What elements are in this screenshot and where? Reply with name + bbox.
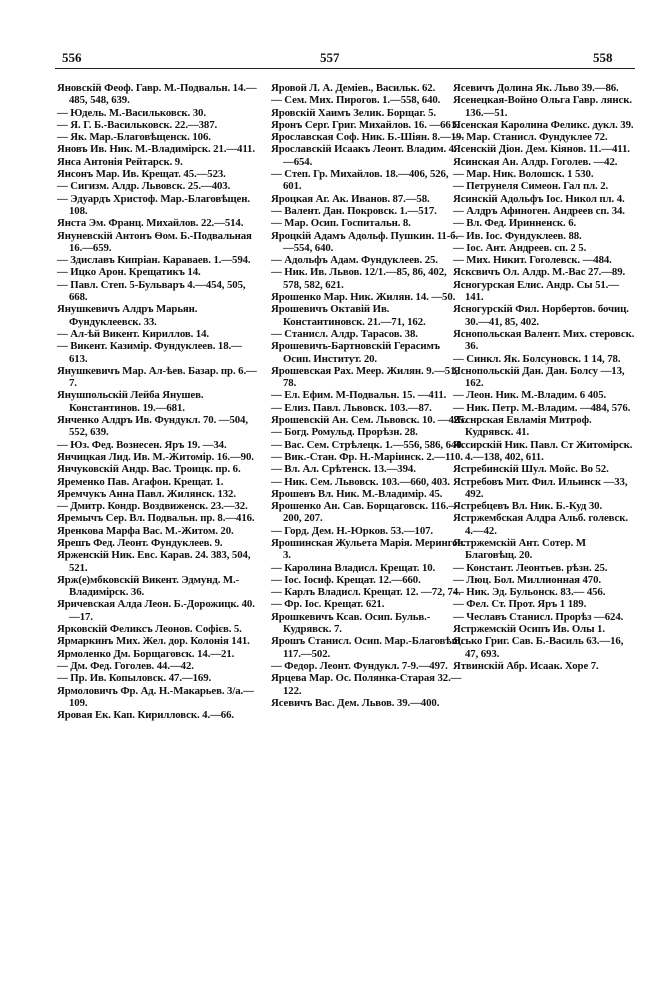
directory-entry: — Вл. Фед. Иринненск. 6. [453,217,577,230]
page-number-left: 556 [62,50,82,65]
directory-entry: Ярженскій Ник. Евс. Карав. 24. 383, 504, 521. [57,549,251,574]
directory-entry: — Іос. Ант. Андреев. сп. 2 5. [453,241,587,254]
directory-entry: — Я. Г. Б.-Васильковск. 22.—387. [57,118,218,131]
directory-entry: — Іос. Іосиф. Крещат. 12.—660. [271,573,421,586]
directory-entry: — Ицко Арон. Крещатикъ 14. [57,266,201,279]
directory-entry: Ястржемскій Осипъ Ив. Олы 1. [453,623,605,636]
directory-entry: — Ник. Ив. Львов. 12/1.—85, 86, 402, 578, 582, 621. [271,266,447,291]
directory-entry: — Валент. Дан. Покровск. 1.—517. [271,204,437,217]
directory-entry: Ярошъ Станисл. Осип. Мар.-Благовѣщ. 117.—502. [271,635,464,660]
directory-entry: Ярошевичъ Октавій Ив. Константиновск. 21.—71, 162. [271,303,426,328]
directory-entry: — Вас. Сем. Стрѣлецк. 1.—556, 586, 640. [271,438,465,451]
directory-entry: — Дм. Фед. Гоголев. 44.—42. [57,659,194,672]
directory-entry: Ярошевичъ-Бартновскій Герасимъ Осип. Институт. 20. [271,340,440,365]
directory-entry: Яроцкій Адамъ Адольф. Пушкин. 11-б.—554, 640. [271,229,459,254]
directory-entry: Ясенская Каролина Феликс. дукл. 39. [453,118,634,131]
directory-entry: Ясевичъ Вас. Дем. Львов. 39.—400. [271,696,440,709]
directory-entry: Ястребовъ Мит. Фил. Ильинск —33, 492. [453,475,628,500]
directory-entry: — Ник. Сем. Львовск. 103.—660, 403. [271,475,450,488]
directory-entry: Яронъ Серг. Григ. Михайлов. 16. —661. [271,118,459,131]
directory-entry: — Юдель. М.-Васильковск. 30. [57,106,206,119]
directory-entry: — Мар. Станисл. Фундуклее 72. [453,131,608,144]
directory-entry: Януневскій Антонъ Ѳом. Б.-Подвальная 16.—659. [57,229,252,254]
directory-entry: Ярошенко Ан. Сав. Борщаговск. 116.—200, 207. [271,500,460,525]
directory-entry: Ясногурская Елис. Андр. Сы 51.—141. [453,278,619,304]
directory-entry: Ярмаркинъ Мих. Жел. дор. Колонія 141. [57,635,250,648]
directory-entry: Яременко Пав. Агафон. Крещат. 1. [57,475,224,488]
directory-entry: — Констант. Леонтьев. рѣзн. 25. [453,561,608,574]
directory-entry: Янушкевичъ Алдръ Марьян. Фундуклеевск. 33. [57,303,198,328]
directory-entry: — Мих. Никит. Гоголевск. —484. [453,254,612,267]
directory-entry: — Горд. Дем. Н.-Юрков. 53.—107. [271,524,434,537]
directory-entry: Янушпольскій Лейба Янушев. Константинов. 19.—681. [57,389,204,414]
page-header [0,0,658,70]
directory-entry: Ясинская Ан. Алдр. Гоголев. —42. [453,155,618,168]
directory-entry: — Здиславъ Кипріан. Караваев. 1.—594. [57,254,251,267]
directory-entry: — Вик.-Стан. Фр. Н.-Маріинск. 2.—110. [271,450,463,463]
directory-entry: Ястржемскій Ант. Сотер. М Благовѣщ. 20. [453,536,586,562]
page-number-center: 557 [320,50,340,65]
directory-entry: — Як. Мар.-Благовѣщенск. 106. [57,131,211,144]
page-number-right: 558 [593,50,613,65]
directory-entry: Яроцкая Аг. Ак. Иванов. 87.—58. [271,192,430,205]
directory-entry: — Станисл. Алдр. Тарасов. 38. [271,327,418,340]
directory-entry: Яновскій Феоф. Гавр. М.-Подвальн. 14.—485, 548, 639. [57,82,257,107]
directory-entry: Янушкевичъ Мар. Ал-ѣев. Базар. пр. 6.—7. [57,364,257,390]
directory-entry: Ярославскій Исаакъ Леонт. Владим. 4.—654. [271,143,457,168]
directory-entry: Яснопольскій Дан. Дан. Болсу —13, 162. [453,364,625,390]
directory-entry: — Павл. Степ. 5-Бульваръ 4.—454, 505, 668. [57,278,246,304]
directory-entry: — Чеславъ Станисл. Прорѣз —624. [453,610,624,623]
column-left [57,82,257,997]
directory-entry: Яссирскій Ник. Павл. Ст Житомірск. 4.—138, 402, 611. [453,438,633,463]
directory-entry: — Адольфъ Адам. Фундуклеев. 25. [271,254,438,267]
directory-entry: — Ник. Петр. М.-Владим. —484, 576. [453,401,631,414]
directory-entry: Ярошенко Мар. Ник. Жилян. 14. —50. [271,291,456,304]
directory-entry: Ясько Григ. Сав. Б.-Василь 63.—16, 47, 693. [453,635,624,660]
directory-entry: — Эдуардъ Христоф. Мар.-Благовѣщен. 108. [57,192,250,217]
directory-entry: Янста Эм. Франц. Михайлов. 22.—514. [57,217,244,230]
directory-entry: — Люц. Бол. Миллионная 470. [453,573,601,586]
directory-entry: — Ел. Ефим. М-Подвальн. 15. —411. [271,389,447,402]
directory-entry: Ярошевъ Вл. Ник. М.-Владимір. 45. [271,487,443,500]
directory-entry: Ярошевскій Ан. Сем. Львовск. 10. —425. [271,414,467,427]
directory-entry: Яровой Л. А. Деміев., Васильк. 62. [271,82,436,94]
directory-entry: — Синкл. Як. Болсуновск. 1 14, 78. [453,352,621,365]
directory-entry: — Ив. Іос. Фундуклеев. 88. [453,229,582,242]
column-right [453,82,637,997]
header-rule [55,68,635,69]
directory-entry: — Богд. Ромульд. Прорѣзн. 28. [271,426,418,439]
directory-entry: Ясногурскій Фил. Норбертов. бочиц. 30.—41, 85, 402. [453,303,629,328]
directory-entry: Яровскій Хаимъ Зелик. Борщаг. 5. [271,106,437,119]
directory-columns [55,82,650,997]
directory-entry: — Юз. Фед. Вознесен. Яръ 19. —34. [57,438,227,451]
directory-entry: Ясксвичъ Ол. Алдр. М.-Вас 27.—89. [453,266,626,279]
directory-entry: Ярославская Соф. Ник. Б.-Шіян. 8.—19. [271,131,464,144]
directory-entry: Яснопольская Валент. Мих. стеровск. 36. [453,327,635,353]
directory-entry: Ярцева Мар. Ос. Полянка-Старая 32.—122. [271,672,462,697]
directory-entry: — Федор. Леонт. Фундукл. 7-9.—497. [271,659,448,672]
directory-entry: Янчуковскій Андр. Вас. Троицк. пр. 6. [57,463,241,476]
directory-entry: Ястребинскій Шул. Мойс. Во 52. [453,463,609,476]
directory-entry: — Степ. Гр. Михайлов. 18.—406, 526, 601. [271,168,449,193]
directory-entry: Ястржембская Алдра Альб. голевск. 4.—42. [453,512,628,537]
directory-entry: Ястребцевъ Вл. Ник. Б.-Куд 30. [453,500,603,513]
directory-entry: — Карлъ Владисл. Крещат. 12. —72, 74. [271,586,461,599]
directory-entry: — Ник. Эд. Бульонск. 83.— 456. [453,586,606,599]
directory-entry: Яричевская Алда Леон. Б.-Дорожицк. 40.—17. [57,598,255,623]
directory-entry: — Ал-ѣй Викент. Кириллов. 14. [57,327,209,340]
directory-entry: Ясснрская Евламія Митроф. Кудрявск. 41. [453,414,592,439]
directory-entry: Ярж(е)мбковскій Викент. Эдмунд. М.-Владимірск. 36. [57,573,240,599]
directory-entry: Ярешъ Фед. Леонт. Фундуклеев. 9. [57,536,223,549]
directory-entry: — Мар. Ник. Волошск. 1 530. [453,168,594,181]
directory-entry: — Петрунеля Симеон. Гал пл. 2. [453,180,609,193]
directory-entry: Яремчукъ Анна Павл. Жилянск. 132. [57,487,236,500]
directory-entry: — Фел. Ст. Прот. Яръ 1 189. [453,598,587,611]
directory-entry: Янчицкая Лид. Ив. М.-Житомір. 16.—90. [57,450,254,463]
column-middle [271,82,467,997]
directory-entry: Янса Антонія Рейтарск. 9. [57,155,183,168]
directory-entry: Ятвинскій Абр. Исаак. Хоре 7. [453,659,599,672]
directory-entry: Ясенскій Діон. Дем. Кіянов. 11.—411. [453,143,630,156]
directory-entry: Ясенецкая-Войно Ольга Гавр. лянск. 136.—51. [453,94,632,119]
directory-entry: — Сем. Мих. Пирогов. 1.—558, 640. [271,94,441,107]
directory-entry: — Каролина Владисл. Крещат. 10. [271,561,436,574]
directory-entry: — Сигизм. Алдр. Львовск. 25.—403. [57,180,231,193]
directory-entry: Яровая Ек. Кап. Кирилловск. 4.—66. [57,709,234,722]
directory-entry: Ярмоленко Дм. Борщаговск. 14.—21. [57,647,235,660]
directory-entry: Ясинскій Адольфъ Іос. Никол пл. 4. [453,192,625,205]
directory-entry: — Алдръ Афиноген. Андреев сп. 34. [453,204,625,217]
directory-entry: Яренкова Марфа Вас. М.-Житом. 20. [57,524,234,537]
directory-entry: Янсонъ Мар. Ив. Крещат. 45.—523. [57,168,226,181]
directory-entry: — Фр. Іос. Крещат. 621. [271,598,385,611]
directory-entry: — Пр. Ив. Копыловск. 47.—169. [57,672,212,685]
directory-entry: Янченко Алдръ Ив. Фундукл. 70. —504, 552, 639. [57,414,248,439]
directory-entry: Ярошинская Жульета Марія. Мерингов. 3. [271,536,466,562]
directory-entry: — Дмитр. Кондр. Воздвиженск. 23.—32. [57,500,248,513]
directory-entry: — Мар. Осип. Госпитальн. 8. [271,217,411,230]
directory-entry: Яремычъ Сер. Вл. Подвальн. пр. 8.—416. [57,512,255,525]
directory-entry: Ярошевская Рах. Меер. Жилян. 9.—51, 78. [271,364,458,390]
directory-entry: Яновъ Ив. Ник. М.-Владимірск. 21.—411. [57,143,255,156]
directory-entry: — Елиз. Павл. Львовск. 103.—87. [271,401,432,414]
directory-entry: Ярмоловичъ Фр. Ад. Н.-Макарьев. 3/а.—109. [57,684,254,709]
directory-entry: Ясевичъ Долина Як. Льво 39.—86. [453,82,619,94]
directory-entry: — Леон. Ник. М.-Владим. 6 405. [453,389,607,402]
directory-entry: — Викент. Казимір. Фундуклеев. 18.—613. [57,340,242,365]
directory-entry: Ярковскій Феликсъ Леонов. Софієв. 5. [57,623,242,636]
directory-entry: Ярошкевичъ Ксав. Осип. Бульв.-Кудрявск. 7. [271,610,431,636]
directory-entry: — Вл. Ал. Срѣтенск. 13.—394. [271,463,416,476]
